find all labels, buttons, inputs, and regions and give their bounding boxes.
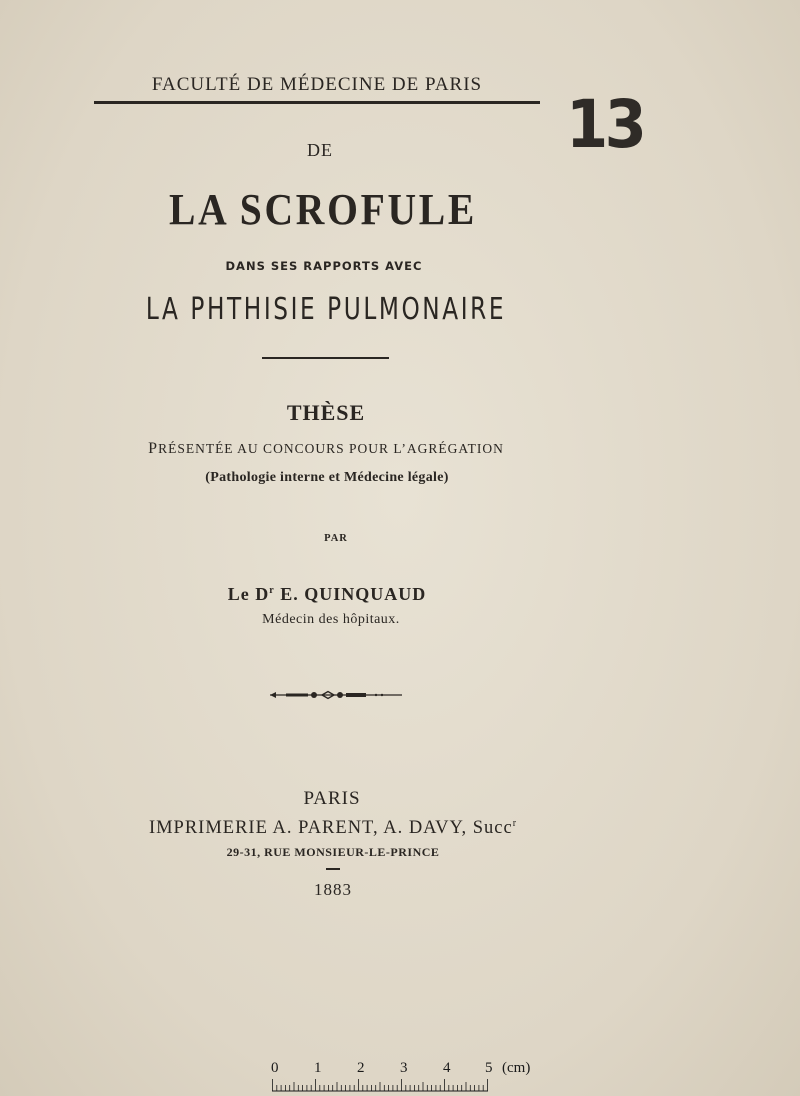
author-name-text: E. QUINQUAUD [274,584,427,604]
title-divider [262,357,389,359]
scale-label: 2 [357,1060,365,1076]
scale-label: 4 [443,1060,451,1076]
scale-unit: (cm) [502,1060,531,1076]
imprint-year: 1883 [314,880,352,899]
scale-label: 3 [400,1060,408,1076]
scale-label: 5 [485,1060,493,1076]
title-connector: DANS SES RAPPORTS AVEC [225,259,423,273]
imprint-printer [0,818,666,839]
author-prefix-sup: r [269,585,275,596]
printer-sup: r [512,818,518,829]
presentee-rest: RÉSENTÉE AU CONCOURS POUR L’AGRÉGATION [158,441,504,456]
stamp-number: 13 [566,86,644,163]
thesis-label: THÈSE [286,400,366,425]
imprint-rule [326,868,340,870]
header-rule [94,101,540,104]
author-prefix: Le D [227,584,270,604]
author-role: Médecin des hôpitaux. [262,612,400,627]
imprint-address: 29-31, RUE MONSIEUR-LE-PRINCE [226,845,440,859]
scale-label: 1 [314,1060,322,1076]
subtitle: LA PHTHISIE PULMONAIRE [145,292,507,327]
thesis-description [0,440,652,458]
scale-ticks [272,1078,490,1092]
scale-label: 0 [271,1060,279,1076]
printer-name: IMPRIMERIE A. PARENT, A. DAVY, Succ [148,818,513,839]
by-label: PAR [324,533,348,544]
cm-scale-bar [264,1060,544,1096]
title-preposition: DE [307,140,333,160]
presentee-initial: P [148,440,159,457]
ornament-divider [268,688,404,702]
main-title: LA SCROFULE [168,185,478,234]
faculty-header: FACULTÉ DE MÉDECINE DE PARIS [151,74,483,95]
imprint-city: PARIS [303,788,361,809]
thesis-section: (Pathologie interne et Médecine légale) [205,470,449,485]
author-name [0,584,654,605]
